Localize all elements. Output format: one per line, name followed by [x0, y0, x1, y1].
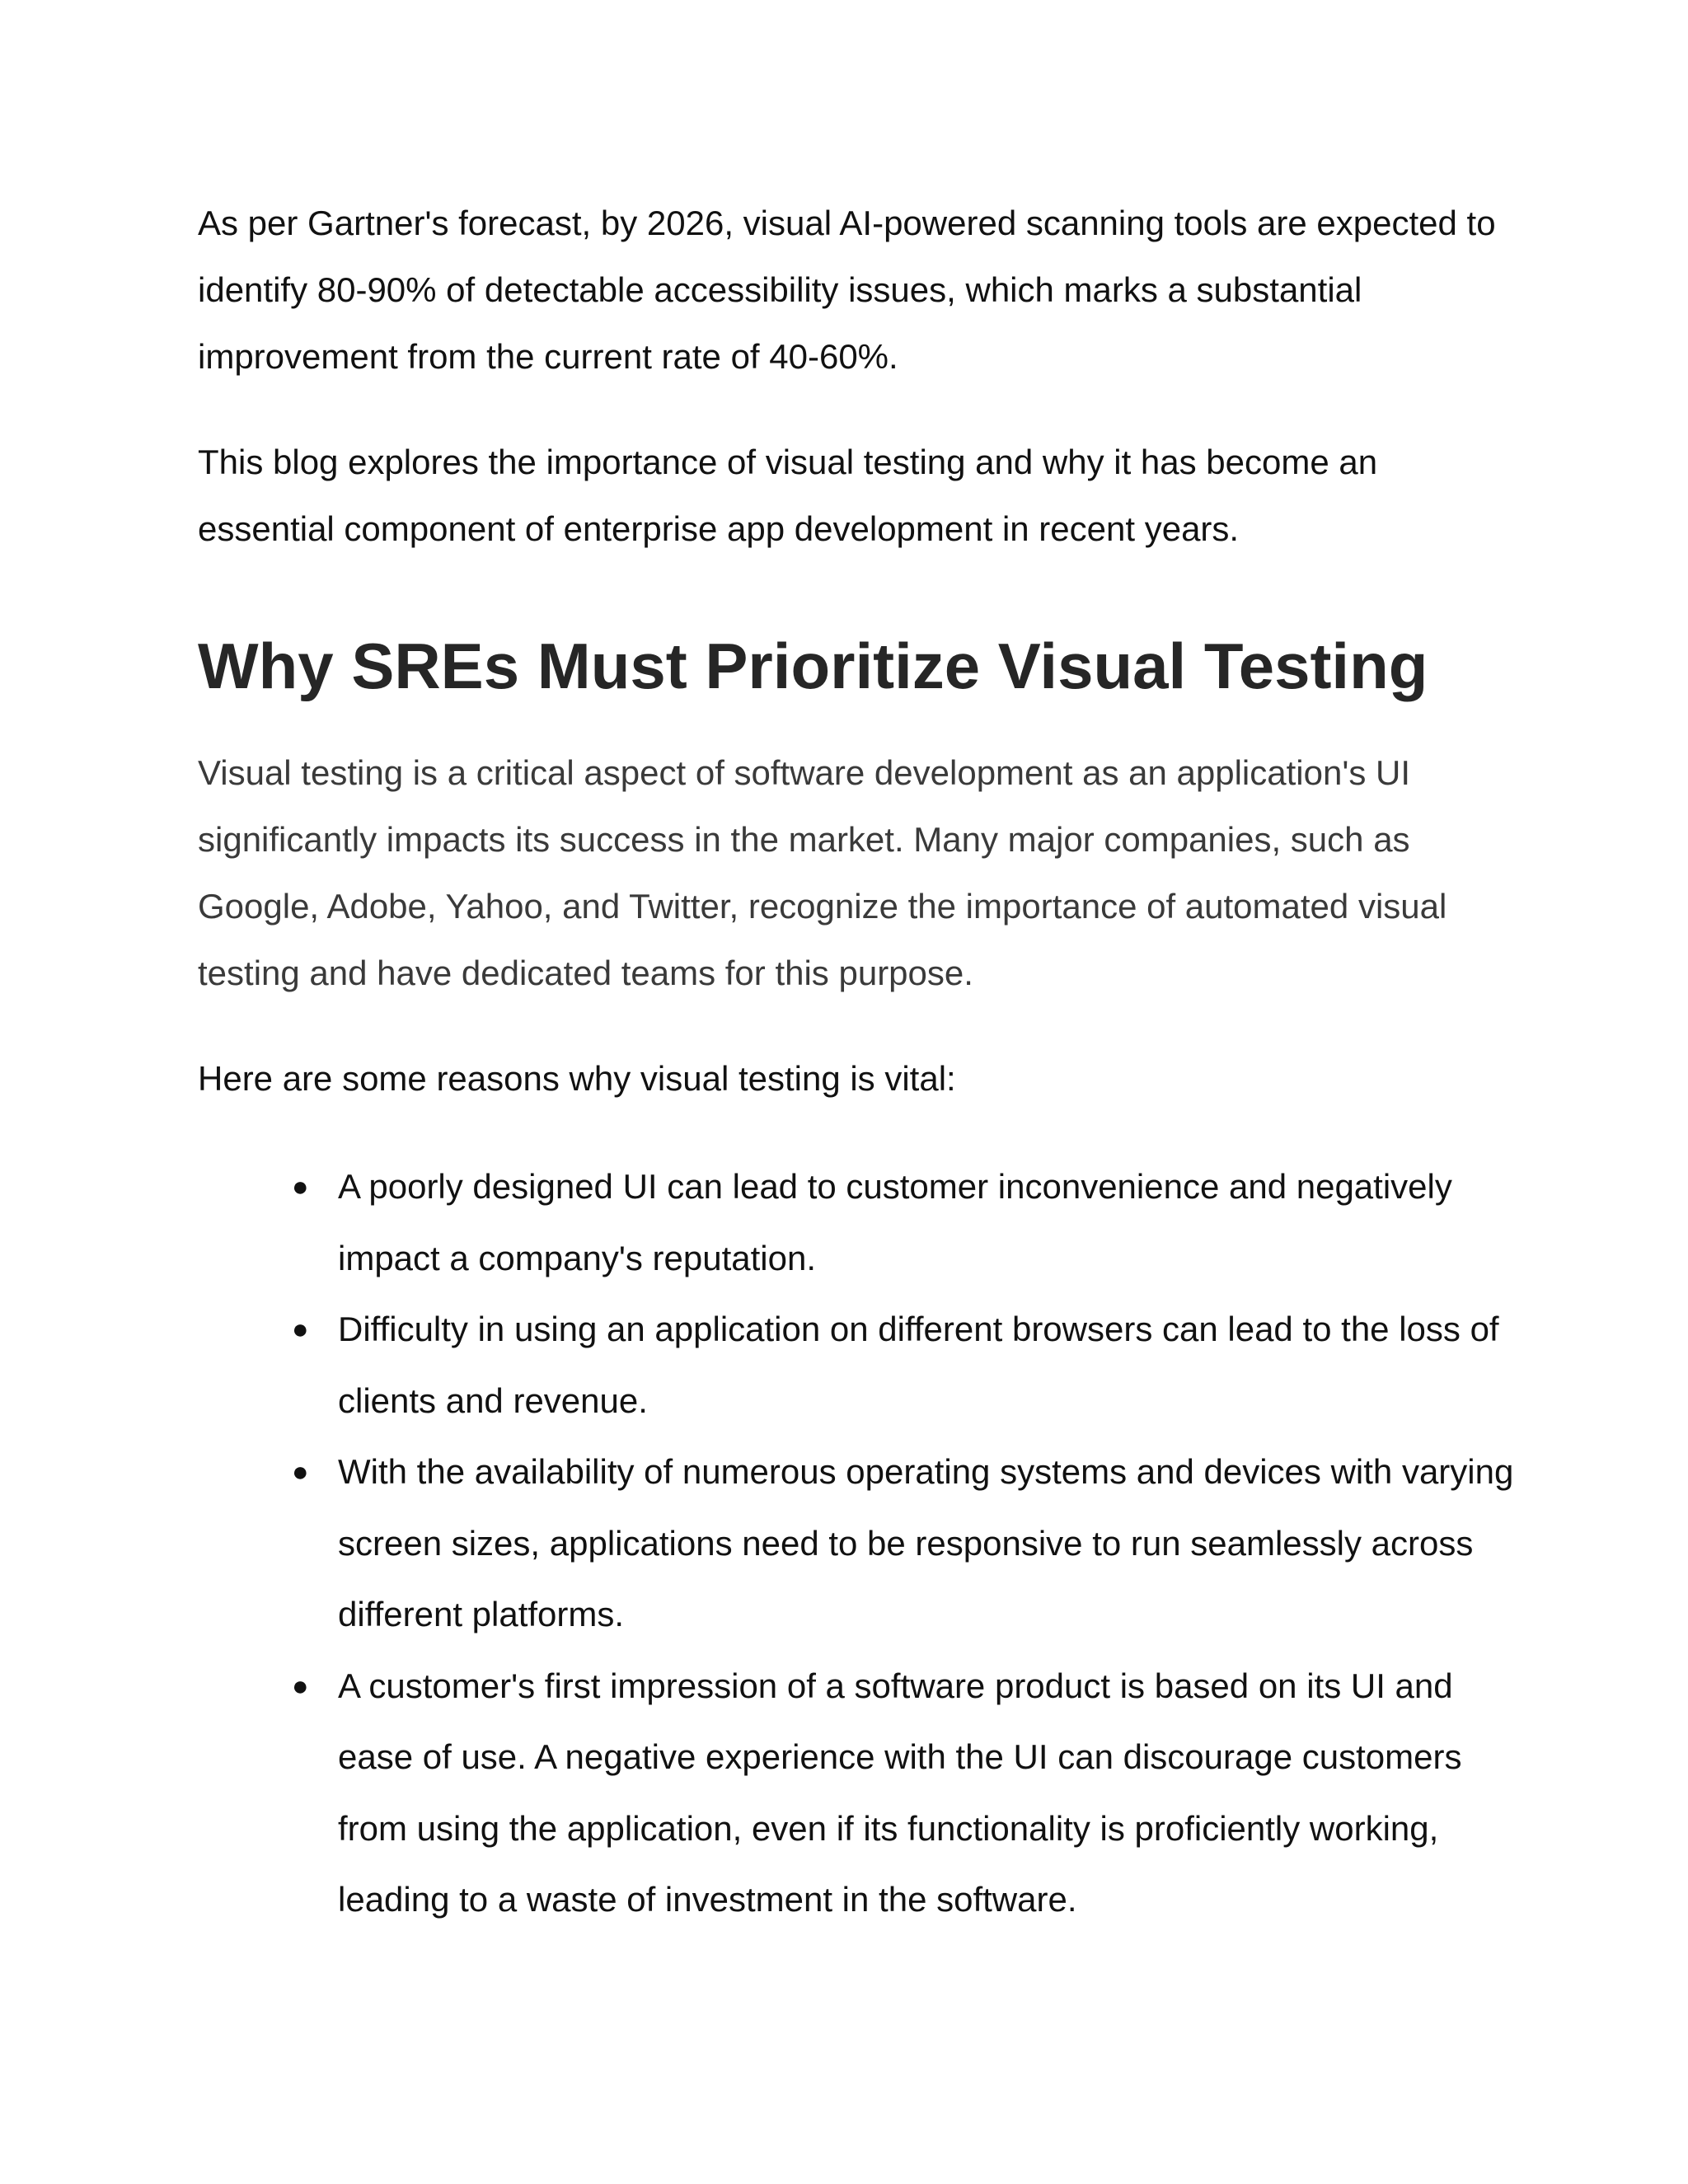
section-heading: Why SREs Must Prioritize Visual Testing — [198, 630, 1428, 702]
list-item — [292, 1436, 1517, 1651]
reasons-intro: Here are some reasons why visual testing is vital: — [198, 1059, 956, 1098]
bullet-icon: ● — [292, 1670, 309, 1702]
bullet-icon: ● — [292, 1314, 309, 1345]
list-item-text: A customer's first impression of a software product is based on its UI and ease of use. A negative experience with the UI can discourage customers from using the application, even if its functionality is proficiently working, leading to a waste of investment in the software. — [338, 1666, 1462, 1919]
list-item-text: With the availability of numerous operating systems and devices with varying screen sizes, applications need to be responsive to run seamlessly across different platforms. — [338, 1452, 1514, 1633]
reasons-list — [198, 1151, 1517, 1936]
section-paragraph: Visual testing is a critical aspect of software development as an application's UI significantly impacts its success in the market. Many major companies, such as Google, Adobe, Yahoo, and Twitter, recognize the importance of automated visual testing and have dedicated teams for this purpose. — [198, 753, 1447, 992]
intro-paragraph-blog: This blog explores the importance of visual testing and why it has become an essential component of enterprise app development in recent years. — [198, 443, 1378, 548]
list-item — [292, 1651, 1517, 1936]
intro-paragraph-forecast: As per Gartner's forecast, by 2026, visual AI-powered scanning tools are expected to identify 80-90% of detectable accessibility issues, which marks a substantial improvement from the current rate of 40-60%. — [198, 204, 1496, 376]
document-body — [198, 190, 1517, 1936]
list-item-text: Difficulty in using an application on different browsers can lead to the loss of clients and revenue. — [338, 1310, 1499, 1420]
list-item — [292, 1151, 1517, 1294]
list-item — [292, 1294, 1517, 1436]
list-item-text: A poorly designed UI can lead to customer inconvenience and negatively impact a company's reputation. — [338, 1167, 1452, 1277]
bullet-icon: ● — [292, 1456, 309, 1488]
bullet-icon: ● — [292, 1171, 309, 1202]
